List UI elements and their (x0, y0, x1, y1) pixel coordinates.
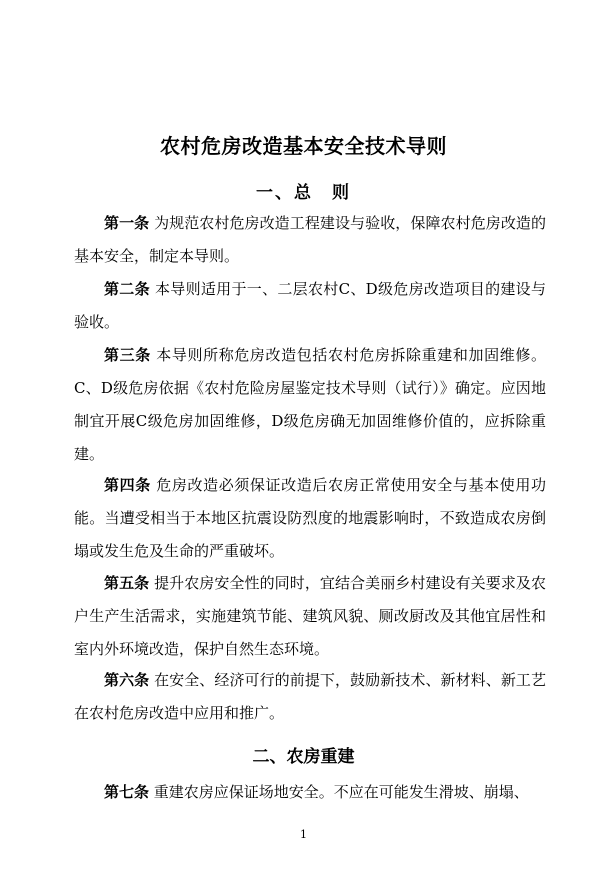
article-6 (74, 664, 546, 730)
article-label: 第一条 (104, 214, 150, 232)
article-label: 第六条 (104, 671, 150, 689)
article-text: 本导则适用于一、二层农村C、D级危房改造项目的建设与验收。 (74, 280, 546, 331)
article-label: 第二条 (104, 280, 150, 298)
article-label: 第七条 (104, 783, 150, 801)
article-label: 第三条 (104, 346, 151, 364)
document-title: 农村危房改造基本安全技术导则 (160, 134, 447, 158)
page-number: 1 (300, 828, 307, 841)
article-4 (74, 469, 546, 568)
article-text: 为规范农村危房改造工程建设与验收，保障农村危房改造的基本安全，制定本导则。 (74, 214, 546, 265)
article-2 (74, 273, 546, 339)
article-label: 第四条 (104, 476, 151, 494)
section-heading-general: 一、总 则 (256, 183, 351, 203)
article-3 (74, 339, 546, 471)
article-text: 提升农房安全性的同时，宜结合美丽乡村建设有关要求及农户生产生活需求，实施建筑节能、建筑风貌、厕改厨改及其他宜居性和室内外环境改造，保护自然生态环境。 (74, 574, 546, 658)
article-1 (74, 207, 546, 273)
article-text: 本导则所称危房改造包括农村危房拆除重建和加固维修。C、D级危房依据《农村危险房屋鉴定技术导则（试行）》确定。应因地制宜开展C级危房加固维修，D级危房确无加固维修价值的，应拆除重建。 (74, 346, 546, 463)
section-heading-rebuild: 二、农房重建 (252, 747, 355, 767)
article-text: 重建农房应保证场地安全。不应在可能发生滑坡、崩塌、 (153, 783, 529, 801)
article-text: 在安全、经济可行的前提下，鼓励新技术、新材料、新工艺在农村危房改造中应用和推广。 (74, 671, 546, 722)
article-5 (74, 567, 546, 666)
article-7 (74, 776, 546, 809)
article-text: 危房改造必须保证改造后农房正常使用安全与基本使用功能。当遭受相当于本地区抗震设防烈度的地震影响时，不致造成农房倒塌或发生危及生命的严重破坏。 (74, 476, 546, 560)
article-label: 第五条 (104, 574, 150, 592)
